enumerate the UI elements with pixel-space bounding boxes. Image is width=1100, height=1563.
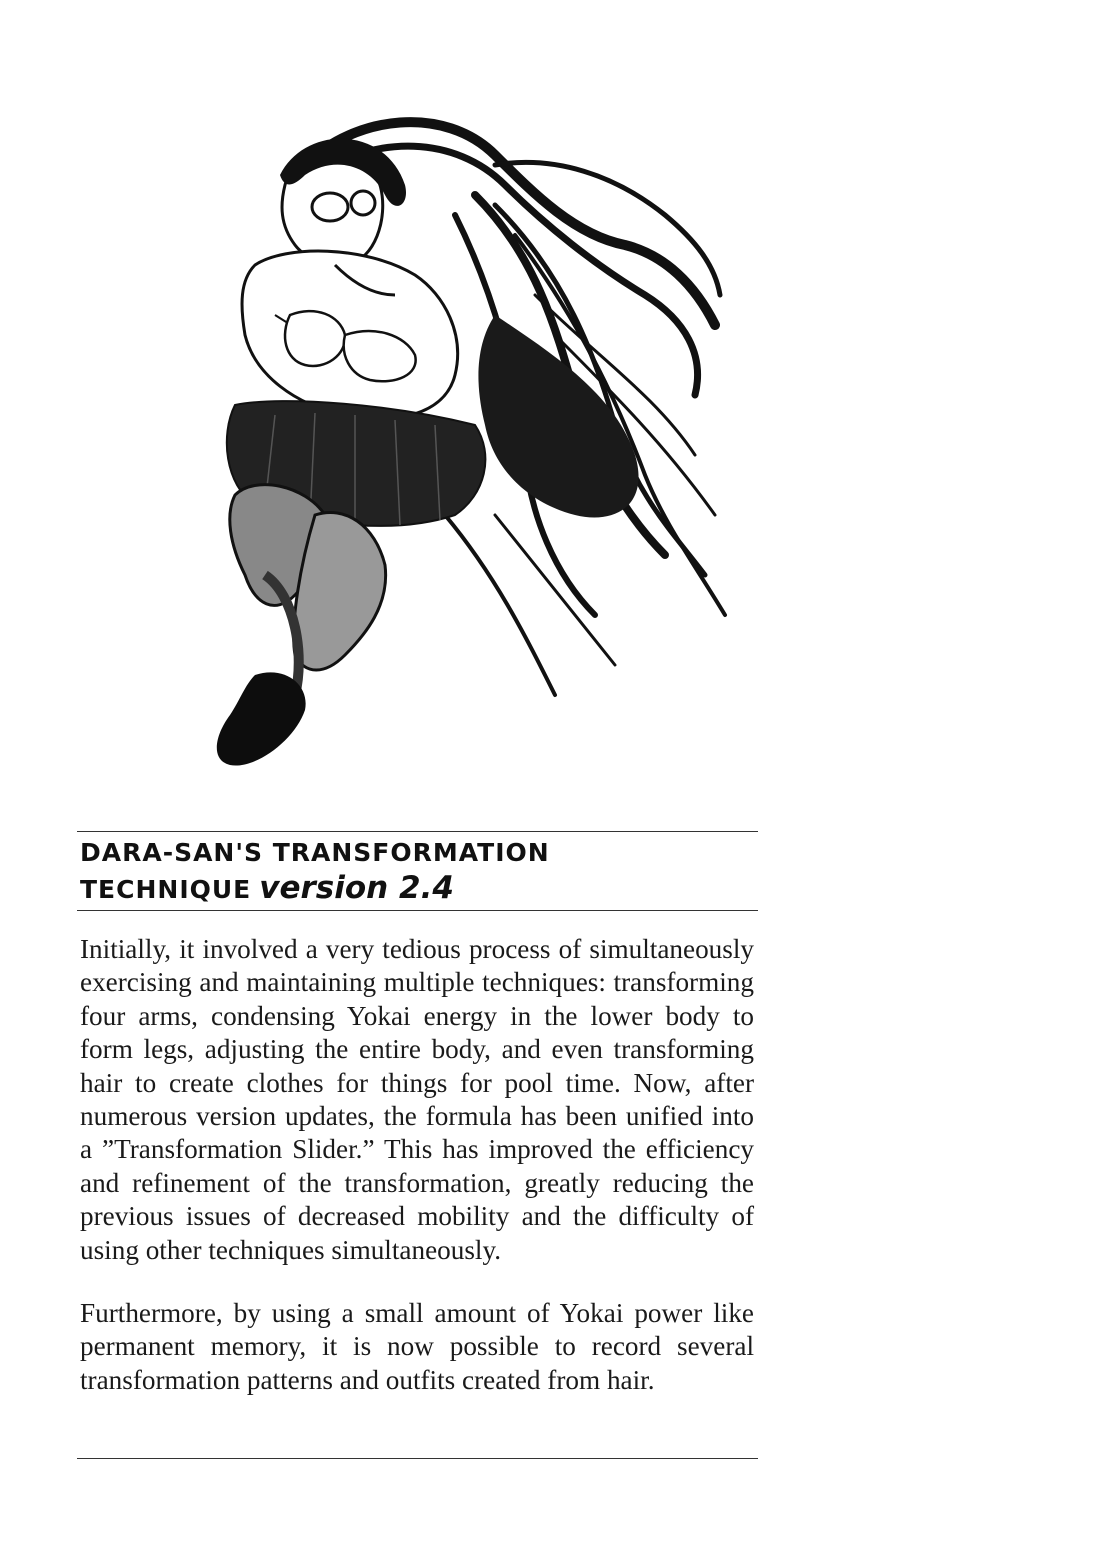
version-label: version 2.4	[259, 870, 454, 906]
section-heading	[80, 836, 760, 908]
shoe	[217, 672, 306, 765]
head	[280, 139, 406, 264]
character-illustration	[195, 95, 755, 785]
body-paragraph-1: Initially, it involved a very tedious process of simultaneously exercising and maintaining multiple techniques: transforming four arms, condensing Yokai energy in the lower body to form legs, adjusting the entire body, and even transforming hair to create clothes for things for pool time. Now, after numerous version updates, the formula has been unified into a ”Transformation Slider.” This has improved the efficiency and refinement of the transformation, greatly reducing the previous issues of decreased mobility and the difficulty of using other techniques simultaneously.	[80, 934, 754, 1265]
heading-underline-divider	[77, 910, 758, 911]
body-paragraph-2: Furthermore, by using a small amount of Yokai power like permanent memory, it is now possible to record several transformation patterns and outfits created from hair.	[80, 1298, 754, 1395]
heading-word-technique: TECHNIQUE	[80, 875, 252, 904]
heading-line-1: DARA-SAN'S TRANSFORMATION	[80, 838, 550, 867]
top-divider	[77, 831, 758, 832]
heading-line-2	[80, 870, 760, 908]
bottom-divider	[77, 1458, 758, 1459]
